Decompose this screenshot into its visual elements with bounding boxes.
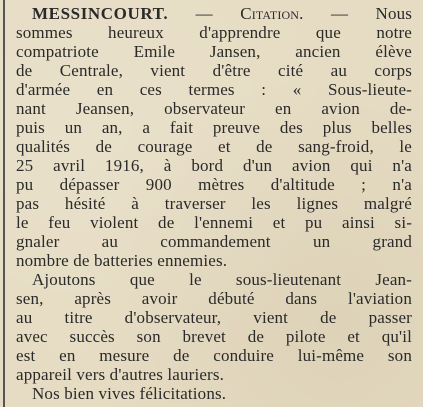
text-line: au titre d'observateur, vient de passer bbox=[16, 308, 412, 327]
text-line: compatriote Emile Jansen, ancien élève bbox=[16, 42, 412, 61]
text-line: Nos bien vives félicitations. bbox=[32, 384, 227, 403]
heading-dash: — bbox=[195, 4, 213, 23]
text-line: sommes heureux d'apprendre que notre bbox=[16, 23, 412, 42]
place-name: MESSINCOURT. bbox=[32, 4, 169, 23]
text-line: — Nous bbox=[330, 4, 413, 23]
text-line: sen, après avoir débuté dans l'aviation bbox=[16, 289, 412, 308]
text-line: appareil vers d'autres lauriers. bbox=[16, 365, 224, 384]
text-line: nant Jeansen, observateur en avion de- bbox=[16, 99, 412, 118]
text-line: gnaler au commandement un grand bbox=[16, 232, 412, 251]
text-line: est en mesure de conduire lui-même son bbox=[16, 346, 412, 365]
text-line: pu dépasser 900 mètres d'altitude ; n'a bbox=[16, 175, 412, 194]
text-line: de Centrale, vient d'être cité au corps bbox=[16, 61, 412, 80]
text-line: nombre de batteries ennemies. bbox=[16, 251, 228, 270]
text-line: d'armée en ces termes : « Sous-lieute- bbox=[16, 80, 412, 99]
article-heading bbox=[32, 4, 412, 23]
text-line: Ajoutons que le sous-lieutenant Jean- bbox=[32, 270, 412, 289]
text-line: le feu violent de l'ennemi et pu ainsi si- bbox=[16, 213, 412, 232]
text-line: avec succès son brevet de pilote et qu'il bbox=[16, 327, 412, 346]
text-line: puis un an, a fait preuve des plus belles bbox=[16, 118, 412, 137]
column-rule bbox=[3, 0, 5, 407]
text-line: qualités de courage et de sang-froid, le bbox=[16, 137, 412, 156]
text-line: 25 avril 1916, à bord d'un avion qui n'a bbox=[16, 156, 412, 175]
text-line: pas hésité à traverser les lignes malgré bbox=[16, 194, 412, 213]
section-label: Citation. bbox=[240, 4, 304, 23]
